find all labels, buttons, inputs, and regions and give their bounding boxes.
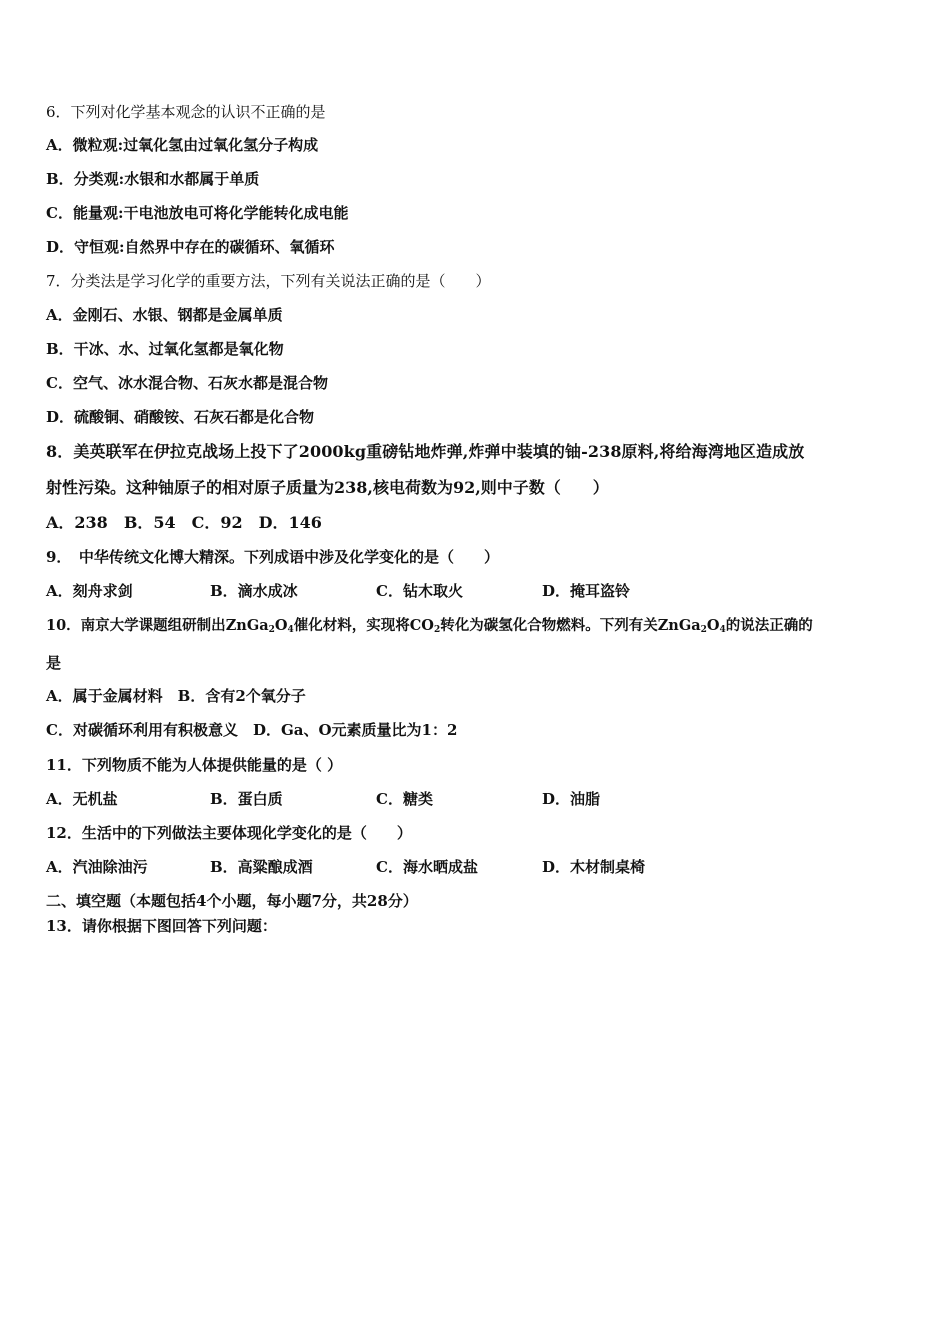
- q10-formula-zngao-2: $ZnGa_2O_4$: [657, 617, 726, 635]
- q7-stem: 7．分类法是学习化学的重要方法，下列有关说法正确的是（ ）: [46, 272, 491, 290]
- q11-stem: 11．下列物质不能为人体提供能量的是（ ）: [46, 756, 343, 774]
- q6-option-b: B．分类观:水银和水都属于单质: [46, 170, 260, 188]
- q10-formula-co2: $CO_2$: [409, 617, 441, 635]
- q12-option-b: B．高粱酿成酒: [210, 858, 313, 876]
- q10-options-cd: C．对碳循环利用有积极意义 D．Ga、O元素质量比为1：2: [46, 721, 458, 739]
- q11-option-b: B．蛋白质: [210, 790, 283, 808]
- q8-stem-line1: 8．美英联军在伊拉克战场上投下了2000kg重磅钻地炸弹,炸弹中装填的铀-238原料,将给海湾地区造成放: [46, 442, 805, 461]
- q9-stem: 9． 中华传统文化博大精深。下列成语中涉及化学变化的是（ ）: [46, 548, 499, 566]
- q7-option-b: B．干冰、水、过氧化氢都是氧化物: [46, 340, 284, 358]
- q8-options: A．238 B．54 C．92 D．146: [46, 513, 322, 532]
- q6-option-d: D．守恒观:自然界中存在的碳循环、氧循环: [46, 238, 335, 256]
- q7-option-a: A．金刚石、水银、钢都是金属单质: [46, 306, 283, 324]
- q12-stem: 12．生活中的下列做法主要体现化学变化的是（ ）: [46, 824, 412, 842]
- q10-stem-part2: 催化材料，实现将: [293, 617, 410, 634]
- q7-option-d: D．硫酸铜、硝酸铵、石灰石都是化合物: [46, 408, 315, 426]
- q11-option-c: C．糖类: [376, 790, 433, 808]
- q10-stem-part4: 的说法正确的: [725, 617, 813, 634]
- q9-option-d: D．掩耳盗铃: [542, 582, 631, 600]
- q11-option-a: A．无机盐: [46, 790, 118, 808]
- q8-stem-line2: 射性污染。这种铀原子的相对原子质量为238,核电荷数为92,则中子数（ ）: [46, 478, 609, 497]
- q10-formula-zngao-1: $ZnGa_2O_4$: [225, 617, 294, 635]
- q10-options-ab: A．属于金属材料 B．含有2个氧分子: [46, 687, 306, 705]
- q6-option-c: C．能量观:干电池放电可将化学能转化成电能: [46, 204, 349, 222]
- q12-option-d: D．木材制桌椅: [542, 858, 646, 876]
- q7-option-c: C．空气、冰水混合物、石灰水都是混合物: [46, 374, 328, 392]
- q13-stem: 13．请你根据下图回答下列问题：: [46, 917, 277, 935]
- section-heading-fill-in: 二、填空题（本题包括4个小题，每小题7分，共28分）: [46, 892, 418, 910]
- q9-option-b: B．滴水成冰: [210, 582, 298, 600]
- q10-stem-line2: 是: [46, 654, 62, 672]
- q9-option-c: C．钻木取火: [376, 582, 463, 600]
- q12-option-c: C．海水晒成盐: [376, 858, 478, 876]
- q11-option-d: D．油脂: [542, 790, 601, 808]
- q12-option-a: A．汽油除油污: [46, 858, 148, 876]
- q6-stem: 6．下列对化学基本观念的认识不正确的是: [46, 103, 326, 121]
- q10-stem-part3: 转化为碳氢化合物燃料。下列有关: [440, 617, 658, 634]
- q9-option-a: A．刻舟求剑: [46, 582, 133, 600]
- q6-option-a: A．微粒观:过氧化氢由过氧化氢分子构成: [46, 136, 319, 154]
- q10-stem-part1: 10．南京大学课题组研制出: [46, 617, 226, 634]
- q10-stem-line1: [46, 616, 813, 636]
